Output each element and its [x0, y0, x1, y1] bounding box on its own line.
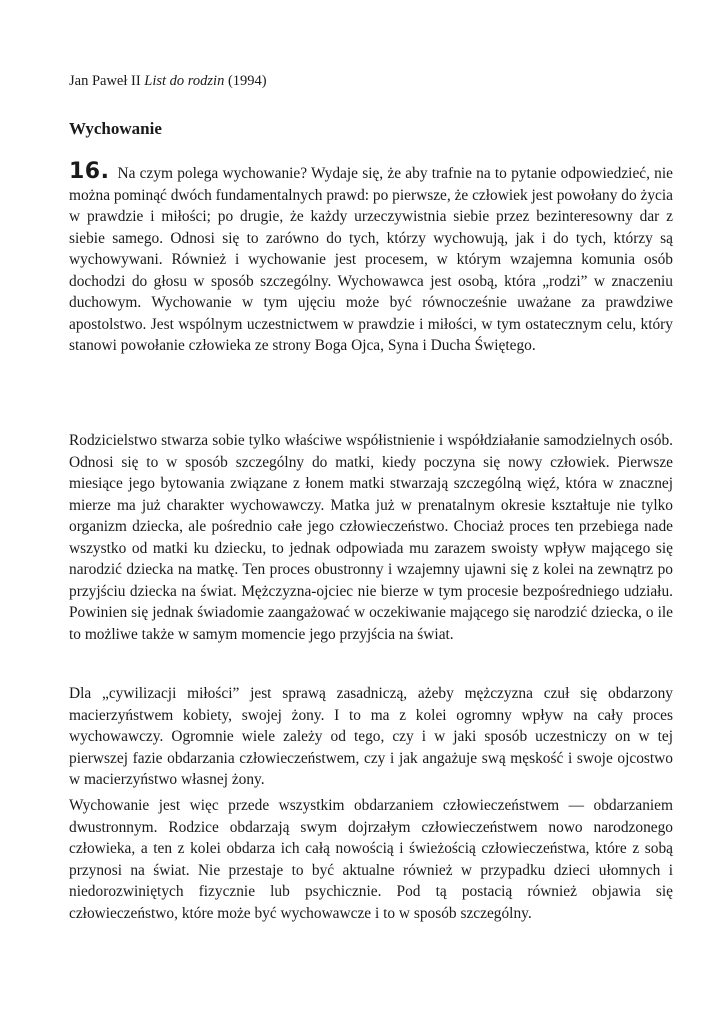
paragraph-2: Rodzicielstwo stwarza sobie tylko właściwe współistnienie i współdziałanie samodzielnych osób. Odnosi się to w sposób szczególny do matki, kiedy poczyna się nowy człowiek. Pierwsze miesiące jego bytowania związane z łonem matki stwarzają szczególną więź, która w znacznej mierze ma już charakter wychowawczy. Matka już w prenatalnym okresie kształtuje nie tylko organizm dziecka, ale pośrednio całe jego człowieczeństwo. Chociaż proces ten przebiega nade wszystko od matki ku dziecku, to jednak odpowiada mu zarazem swoisty wpływ mającego się narodzić dziecka na matkę. Ten proces obustronny i wzajemny ujawni się z kolei na zewnątrz po przyjściu dziecka na świat. Mężczyzna-ojciec nie bierze w tym procesie bezpośredniego udziału. Powinien się jednak świadomie zaangażować w oczekiwanie mającego się narodzić dziecka, o ile to możliwe także w samym momencie jego przyjścia na świat. [69, 432, 673, 643]
header-author: Jan Paweł II [69, 73, 141, 89]
header-year: (1994) [227, 73, 267, 89]
paragraph-1-text: Na czym polega wychowanie? Wydaje się, że aby trafnie na to pytanie odpowiedzieć, nie można pominąć dwóch fundamentalnych prawd: po pierwsze, że człowiek jest powołany do życia w prawdzie i miłości; po drugie, że każdy urzeczywistnia siebie przez bezinteresowny dar z siebie samego. Odnosi się to zarówno do tych, którzy wychowują, jak i do tych, którzy są wychowywani. Również i wychowanie jest procesem, w którym wzajemna komunia osób dochodzi do głosu w sposób szczególny. Wychowawca jest osobą, która „rodzi” w znaczeniu duchowym. Wychowanie w tym ujęciu może być równocześnie uważane za prawdziwe apostolstwo. Jest wspólnym uczestnictwem w prawdzie i miłości, w tym ostatecznym celu, który stanowi powołanie człowieka ze strony Boga Ojca, Syna i Ducha Świętego. [69, 165, 673, 354]
paragraph-4: Wychowanie jest więc przede wszystkim obdarzaniem człowieczeństwem — obdarzaniem dwustronnym. Rodzice obdarzają swym dojrzałym człowieczeństwem nowo narodzonego człowieka, a ten z kolei obdarza ich całą nowością i świeżością człowieczeństwa, które z sobą przynosi na świat. Nie przestaje to być aktualne również w przypadku dzieci ułomnych i niedorozwiniętych fizycznie lub psychicznie. Pod tą postacią również objawia się człowieczeństwo, które może być wychowawcze i to w sposób szczególny. [69, 797, 673, 922]
document-header [69, 72, 267, 90]
header-title: List do rodzin [144, 73, 225, 89]
paragraph-1 [69, 159, 673, 357]
section-title: Wychowanie [69, 119, 162, 138]
paragraph-3: Dla „cywilizacji miłości” jest sprawą zasadniczą, ażeby mężczyzna czuł się obdarzony macierzyństwem kobiety, swojej żony. I to ma z kolei ogromny wpływ na cały proces wychowawczy. Ogromnie wiele zależy od tego, czy i w jaki sposób uczestniczy on w tej pierwszej fazie obdarzania człowieczeństwem, czy i jak angażuje swą męskość i swoje ojcostwo w macierzyństwo własnej żony. [69, 685, 673, 788]
paragraph-number: 16. [69, 159, 110, 184]
